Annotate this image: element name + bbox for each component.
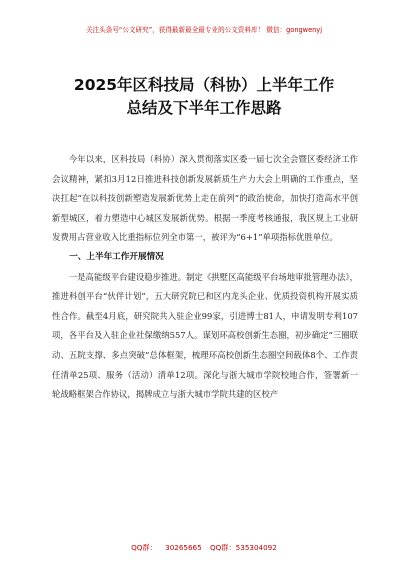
body-paragraph: 一是高能级平台建设稳步推进。制定《拱墅区高能级平台场地审批管理办法》，推进科创平台“伙伴计划”，五大研究院已和区内龙头企业、优质投资机构开展实质性合作。截至4月底，研究院共入驻企业99家，引进博士81人，申请发明专利107项，各平台及入驻企业社保缴纳557人。谋划环高校创新生态圈，初步确定“三圈联动、五院支撑、多点突破”总体框架，梳理环高校创新生态圈空间载体8个、工作责任清单25项、服务（活动）清单12项。深化与浙大城市学院校地合作，签署新一轮战略框架合作协议，揭牌成立与浙大城市学院共建的区校产 xyxy=(52,271,358,400)
document-title xyxy=(40,74,368,120)
document-title-line-2: 总结及下半年工作思路 xyxy=(126,99,282,117)
section-heading: 一、上半年工作开展情况 xyxy=(69,251,164,262)
header-promo-note: 关注头条号“公文研究”，获得最新最全最专业的公文资料库！ 微信：gongwenyj xyxy=(85,26,323,34)
document-body xyxy=(52,150,358,405)
document-title-line-1: 2025年区科技局（科协）上半年工作 xyxy=(73,76,335,94)
footer-qq-groups: QQ群： 30265665 QQ群：535304092 xyxy=(131,543,277,552)
intro-paragraph: 今年以来，区科技局（科协）深入贯彻落实区委一届七次全会暨区委经济工作会议精神，紧扣3月12日推进科技创新发展新质生产力大会上明确的工作重点，坚决扛起“在以科技创新塑造发展新优势上走在前列”的政治使命，加快打造高水平创新型城区，着力塑造中心城区发展新优势。根据一季度考核通报，我区规上工业研发费用占营业收入比重指标位列全市第一，被评为“6+1”单项指标优胜单位。 xyxy=(52,154,358,243)
